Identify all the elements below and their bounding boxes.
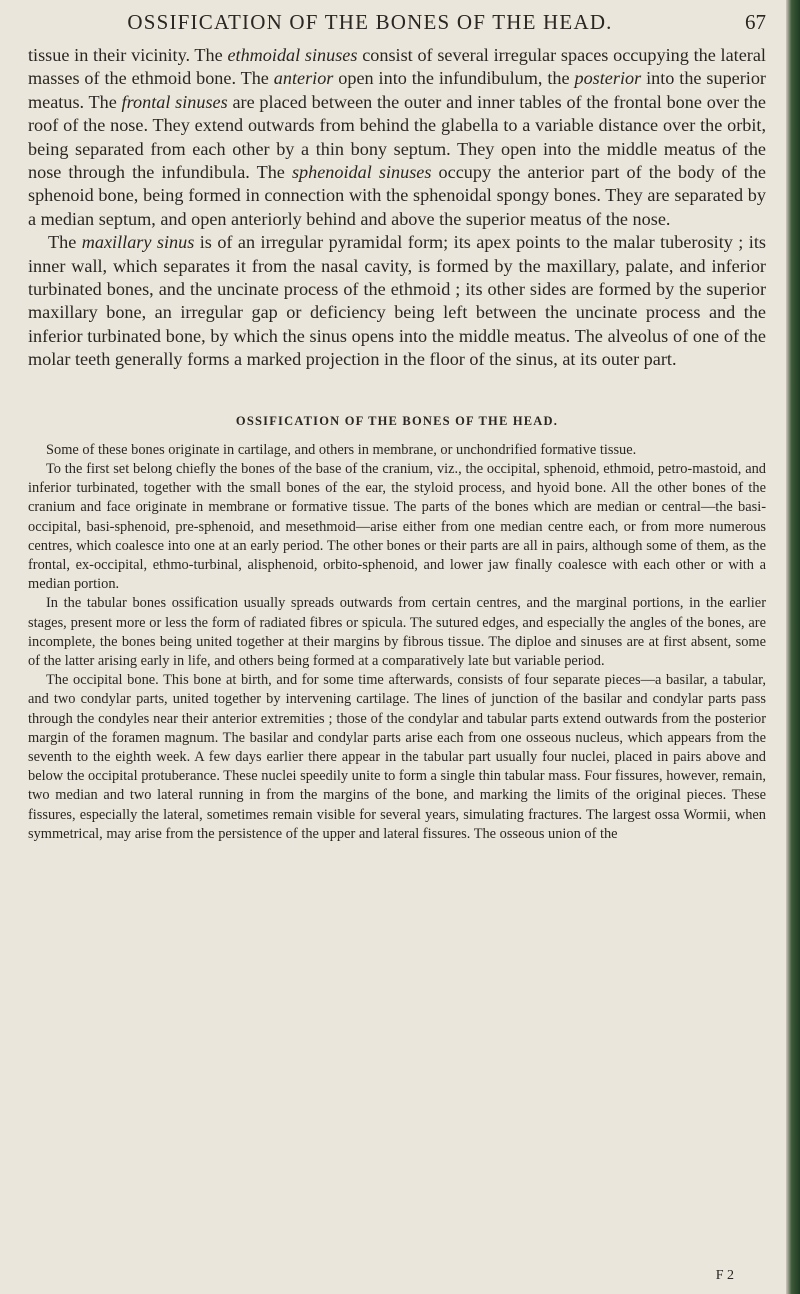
text-run: into the superior meatus. The — [28, 68, 766, 112]
sinuses-paragraph-1 — [28, 44, 766, 231]
term-sphenoidal-sinuses: sphenoidal sinuses — [291, 162, 432, 183]
text-run: tissue in their vicinity. The — [28, 45, 228, 65]
running-head: OSSIFICATION OF THE BONES OF THE HEAD. — [127, 10, 613, 34]
term-maxillary-sinus: maxillary sinus — [81, 232, 195, 253]
term-frontal-sinuses: frontal sinuses — [121, 91, 228, 112]
signature-mark: F 2 — [715, 1268, 734, 1283]
section-heading: OSSIFICATION OF THE BONES OF THE HEAD. — [235, 413, 559, 428]
text-run: occupy the anterior part of the body of the sphenoid bone, being formed in connection with the sphenoidal spongy bones. They are separated by a median septum, and open anteriorly behind and above the superior meatus of the nose. — [28, 162, 766, 229]
text-run: consist of several irregular spaces occupying the lateral masses of the ethmoid bone. The — [28, 45, 766, 89]
sinuses-paragraph-2 — [28, 231, 766, 371]
page-header — [0, 10, 800, 40]
term-anterior: anterior — [273, 68, 334, 89]
term-ethmoidal-sinuses: ethmoidal sinuses — [227, 45, 358, 65]
text-run: The — [48, 232, 82, 253]
text-run: open into the infundibulum, the — [333, 68, 575, 89]
text-run: are placed between the outer and inner tables of the frontal bone over the roof of the nose. They extend outwards from behind the glabella to a variable distance over the orbit, being separated from each other by a thin bony septum. They open into the middle meatus of the nose through the infundibula. The — [28, 91, 767, 183]
page-content — [28, 44, 766, 844]
binding-edge — [786, 0, 800, 1294]
ossification-paragraph-3: In the tabular bones ossification usually spreads outwards from certain centres, and the marginal portions, in the earlier stages, present more or less the form of radiated fibres or spicula. The sutured edges, and especially the angles of the bones, are incomplete, the bones being united together at their margins by fibrous tissue. The diploe and sinuses are at first absent, some of the latter arising early in life, and others being formed at a comparatively late but variable period. — [28, 595, 766, 669]
ossification-paragraph-2: To the first set belong chiefly the bones of the base of the cranium, viz., the occipital, sphenoid, ethmoid, petro-mastoid, and inferior turbinated, together with the small bones of the ear, the styloid process, and hyoid bone. All the other bones of the cranium and face originate in membrane or formative tissue. The parts of the bones which are median or central—the basi-occipital, basi-sphenoid, pre-sphenoid, and mesethmoid—arise either from one median centre each, or from more numerous centres, which coalesce into one at an early period. The other bones or their parts are all in pairs, although some of them, as the frontal, ex-occipital, ethmo-turbinal, alisphenoid, orbito-sphenoid, and lower jaw finally coalesce with each other or with a median portion. — [28, 460, 766, 593]
ossification-paragraph-1: Some of these bones originate in cartilage, and others in membrane, or unchondrified formative tissue. — [46, 441, 637, 458]
page-number: 67 — [745, 10, 766, 34]
text-run: is of an irregular pyramidal form; its apex points to the malar tuberosity ; its inner wall, which separates it from the nasal cavity, is formed by the maxillary, palate, and inferior turbinated bones, and the uncinate process of the ethmoid ; its other sides are formed by the superior maxillary bone, an irregular gap or deficiency being left between the uncinate process and the inferior turbinated bone, by which the sinus opens into the middle meatus. The alveolus of one of the molar teeth generally forms a marked projection in the floor of the sinus, at its outer part. — [28, 232, 766, 370]
ossification-paragraph-4: The occipital bone. This bone at birth, and for some time afterwards, consists of four separate pieces—a basilar, a tabular, and two condylar parts, united together by intervening cartilage. The lines of junction of the basilar and condylar parts pass through the condyles near their anterior extremities ; those of the condylar and tabular parts extend outwards from the posterior margin of the foramen magnum. The basilar and condylar parts arise each from one osseous nucleus, which appears from the seventh to the eighth week. A few days earlier there appear in the tabular part usually four nuclei, placed in pairs above and below the occipital protuberance. These nuclei speedily unite to form a single thin tabular mass. Four fissures, however, remain, two median and two lateral running in from the margins of the bone, and marking the limits of the original pieces. These fissures, especially the lateral, sometimes remain visible for several years, simulating fractures. The largest ossa Wormii, when symmetrical, may arise from the persistence of the upper and lateral fissures. The osseous union of the — [28, 672, 766, 842]
term-posterior: posterior — [574, 68, 642, 89]
